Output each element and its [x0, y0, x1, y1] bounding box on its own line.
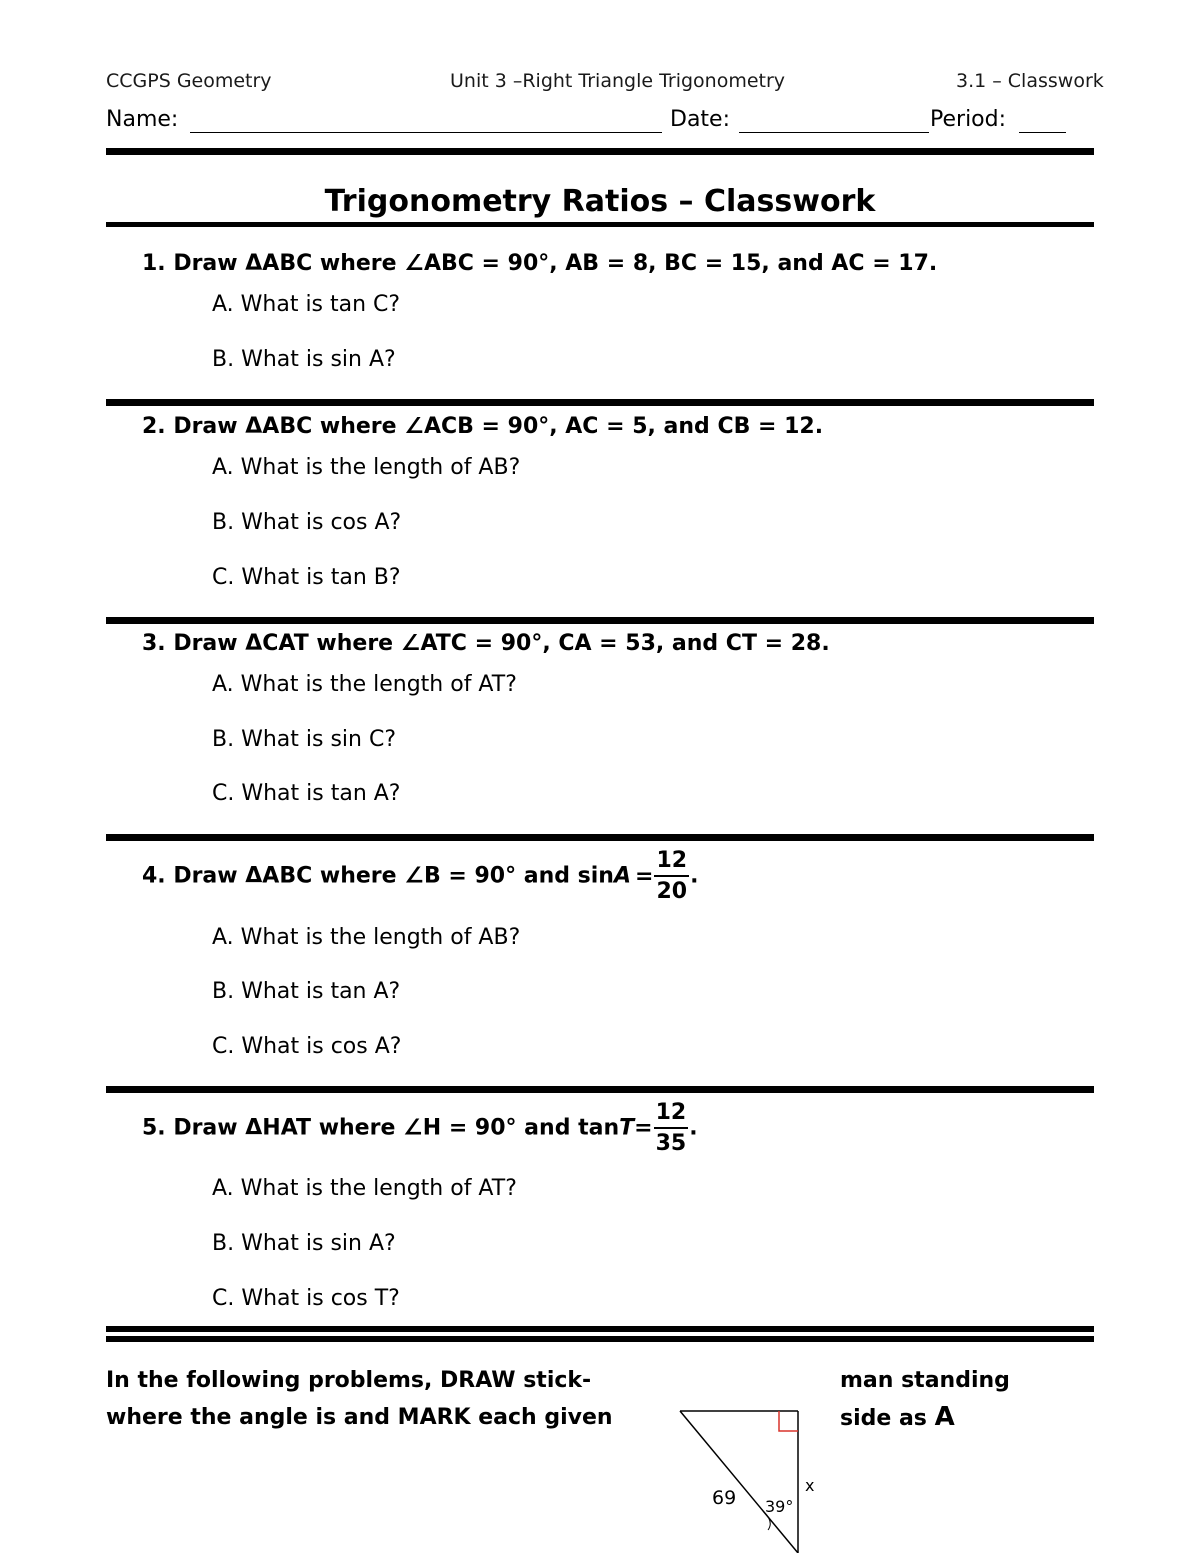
problem-3-part-c: C. What is tan A? [212, 781, 401, 806]
problem-2-part-b: B. What is cos A? [212, 510, 402, 535]
problem-4-part-b: B. What is tan A? [212, 979, 401, 1004]
section-label: 3.1 – Classwork [956, 70, 1104, 92]
problem-5-func: tan [578, 1115, 620, 1141]
right-triangle-figure [660, 1400, 840, 1553]
fraction-denominator: 20 [656, 879, 688, 904]
name-blank[interactable] [190, 132, 662, 133]
problem-5-period: . [689, 1115, 698, 1141]
problem-4-period: . [690, 863, 699, 889]
course-name: CCGPS Geometry [106, 70, 272, 92]
problem-1-prompt: 1. Draw ΔABC where ∠ABC = 90°, AB = 8, BC = 15, and AC = 17. [142, 251, 938, 276]
problem-3-part-b: B. What is sin C? [212, 727, 396, 752]
fraction-numerator: 12 [654, 850, 689, 877]
problem-4-eq: = [635, 863, 654, 889]
divider-rule [106, 1086, 1094, 1093]
instructions-line-2-text: side as [840, 1406, 935, 1431]
problem-5-eq: = [634, 1115, 653, 1141]
double-rule-top [106, 1326, 1094, 1332]
problem-4-prompt-text: 4. Draw ΔABC where ∠B = 90° and [142, 863, 578, 889]
period-blank[interactable] [1019, 132, 1066, 133]
problem-5-prompt-text: 5. Draw ΔHAT where ∠H = 90° and [142, 1115, 579, 1141]
fraction-numerator: 12 [654, 1102, 689, 1129]
double-rule-bottom [106, 1336, 1094, 1342]
problem-5-part-b: B. What is sin A? [212, 1231, 396, 1256]
problem-5-fraction [654, 1102, 689, 1155]
problem-4-prompt [142, 850, 698, 903]
page-title: Trigonometry Ratios – Classwork [324, 184, 876, 219]
date-blank[interactable] [739, 132, 929, 133]
period-label: Period: [930, 107, 1007, 132]
instructions-line-2-right [840, 1402, 955, 1432]
instructions-line-2: where the angle is and MARK each given [106, 1405, 613, 1430]
instructions-line-1-right: man standing [840, 1368, 1010, 1393]
problem-3-prompt: 3. Draw ΔCAT where ∠ATC = 90°, CA = 53, and CT = 28. [142, 631, 830, 656]
problem-5-var: T [619, 1115, 635, 1141]
title-rule [106, 222, 1094, 227]
problem-1-part-b: B. What is sin A? [212, 347, 396, 372]
unit-title: Unit 3 –Right Triangle Trigonometry [450, 70, 786, 92]
side-x-label: x [805, 1476, 815, 1495]
right-angle-marker [779, 1411, 798, 1431]
angle-label: 39° [765, 1497, 794, 1516]
problem-1-part-a: A. What is tan C? [212, 292, 401, 317]
header-rule [106, 148, 1094, 155]
fraction-denominator: 35 [655, 1131, 687, 1156]
problem-3-part-a: A. What is the length of AT? [212, 672, 517, 697]
name-label: Name: [106, 107, 179, 132]
hypotenuse-label: 69 [712, 1487, 737, 1509]
problem-4-part-a: A. What is the length of AB? [212, 925, 521, 950]
divider-rule [106, 617, 1094, 624]
problem-2-part-c: C. What is tan B? [212, 565, 401, 590]
divider-rule [106, 834, 1094, 841]
problem-5-prompt [142, 1102, 698, 1155]
triangle-hypotenuse [680, 1411, 798, 1553]
problem-5-part-a: A. What is the length of AT? [212, 1176, 517, 1201]
instructions-line-1: In the following problems, DRAW stick- [106, 1368, 592, 1393]
date-label: Date: [670, 107, 730, 132]
instructions-side-label: A [934, 1402, 955, 1432]
problem-5-part-c: C. What is cos T? [212, 1286, 400, 1311]
problem-2-prompt: 2. Draw ΔABC where ∠ACB = 90°, AC = 5, and CB = 12. [142, 414, 824, 439]
problem-4-func: sin [577, 863, 614, 889]
problem-4-var: A [613, 863, 632, 889]
divider-rule [106, 399, 1094, 406]
problem-4-fraction [654, 850, 689, 903]
problem-4-part-c: C. What is cos A? [212, 1034, 402, 1059]
problem-2-part-a: A. What is the length of AB? [212, 455, 521, 480]
